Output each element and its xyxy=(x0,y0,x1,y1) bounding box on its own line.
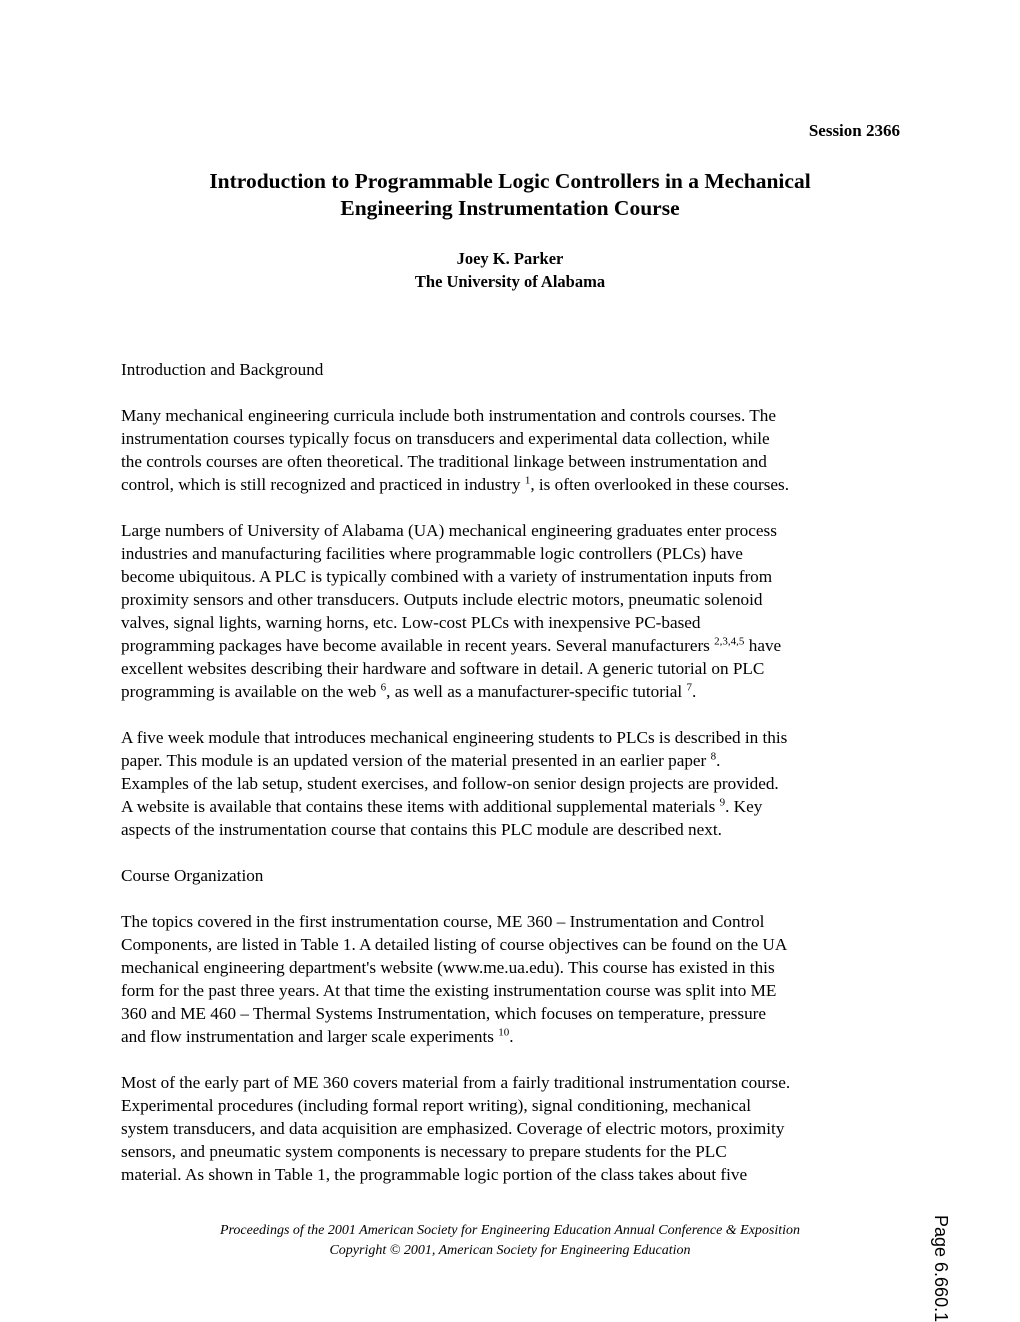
text-line: excellent websites describing their hardware and software in detail. A generic tutorial on PLC xyxy=(121,659,765,678)
citation-ref: 2,3,4,5 xyxy=(714,635,745,648)
paragraph-1 xyxy=(121,404,911,496)
text-line: Examples of the lab setup, student exercises, and follow-on senior design projects are provided. xyxy=(121,774,779,793)
text-line xyxy=(121,634,911,657)
text-line xyxy=(121,1025,911,1048)
text-line: proximity sensors and other transducers. Outputs include electric motors, pneumatic solenoid xyxy=(121,590,763,609)
text-line: Large numbers of University of Alabama (UA) mechanical engineering graduates enter process xyxy=(121,521,777,540)
section-heading-introduction: Introduction and Background xyxy=(121,360,324,379)
paragraph-4 xyxy=(121,910,911,1048)
text-line: the controls courses are often theoretical. The traditional linkage between instrumentation and xyxy=(121,452,767,471)
text-run: . xyxy=(691,682,697,701)
text-line xyxy=(121,680,911,703)
paragraph-3 xyxy=(121,726,911,841)
citation-ref: 8 xyxy=(710,750,717,763)
text-line: A five week module that introduces mechanical engineering students to PLCs is described in this xyxy=(121,728,788,747)
section-heading-course-organization: Course Organization xyxy=(121,866,264,885)
footer-proceedings: Proceedings of the 2001 American Society for Engineering Education Annual Conference & Exposition xyxy=(219,1223,801,1238)
author-affiliation: The University of Alabama xyxy=(414,272,606,291)
text-line: 360 and ME 460 – Thermal Systems Instrumentation, which focuses on temperature, pressure xyxy=(121,1004,767,1023)
text-line: aspects of the instrumentation course that contains this PLC module are described next. xyxy=(121,820,722,839)
text-line: mechanical engineering department's website (www.me.ua.edu). This course has existed in this xyxy=(121,958,775,977)
text-run: programming packages have become available in recent years. Several manufacturers xyxy=(121,636,715,655)
text-run: paper. This module is an updated version of the material presented in an earlier paper xyxy=(121,751,711,770)
title-line-2: Engineering Instrumentation Course xyxy=(340,196,680,220)
text-line: Components, are listed in Table 1. A detailed listing of course objectives can be found on the UA xyxy=(121,935,788,954)
page-number: Page 6.660.1 xyxy=(931,1215,951,1322)
text-line: material. As shown in Table 1, the programmable logic portion of the class takes about five xyxy=(121,1165,748,1184)
text-line: sensors, and pneumatic system components is necessary to prepare students for the PLC xyxy=(121,1142,727,1161)
text-run: , is often overlooked in these courses. xyxy=(530,475,790,494)
text-run: . xyxy=(509,1027,514,1046)
text-line: Experimental procedures (including formal report writing), signal conditioning, mechanical xyxy=(121,1096,752,1115)
citation-ref: 10 xyxy=(498,1026,510,1039)
text-line: become ubiquitous. A PLC is typically combined with a variety of instrumentation inputs from xyxy=(121,567,773,586)
text-line: valves, signal lights, warning horns, etc. Low-cost PLCs with inexpensive PC-based xyxy=(121,613,701,632)
text-line: form for the past three years. At that time the existing instrumentation course was split into ME xyxy=(121,981,777,1000)
paper-body xyxy=(121,358,911,1209)
author-block xyxy=(120,247,900,293)
text-line xyxy=(121,473,911,496)
page-footer xyxy=(120,1221,900,1261)
text-line: Many mechanical engineering curricula include both instrumentation and controls courses. The xyxy=(121,406,776,425)
text-line xyxy=(121,749,911,772)
session-number: Session 2366 xyxy=(808,121,900,140)
citation-ref: 1 xyxy=(524,474,531,487)
citation-ref: 9 xyxy=(719,796,726,809)
citation-ref: 7 xyxy=(686,681,692,694)
text-run: A website is available that contains these items with additional supplemental materials xyxy=(121,797,720,816)
citation-ref: 6 xyxy=(380,681,387,694)
title-line-1: Introduction to Programmable Logic Controllers in a Mechanical xyxy=(209,169,811,193)
text-run: and flow instrumentation and larger scale experiments xyxy=(121,1027,499,1046)
text-run: . xyxy=(716,751,721,770)
text-line xyxy=(121,795,911,818)
author-name: Joey K. Parker xyxy=(456,249,564,268)
text-run: control, which is still recognized and practiced in industry xyxy=(121,475,525,494)
paragraph-2 xyxy=(121,519,911,703)
text-line: instrumentation courses typically focus on transducers and experimental data collection, while xyxy=(121,429,770,448)
paper-title xyxy=(120,168,900,222)
text-run: programming is available on the web xyxy=(121,682,381,701)
text-line: system transducers, and data acquisition are emphasized. Coverage of electric motors, proximity xyxy=(121,1119,785,1138)
footer-copyright: Copyright © 2001, American Society for Engineering Education xyxy=(329,1243,691,1258)
paragraph-5 xyxy=(121,1071,911,1186)
text-line: industries and manufacturing facilities where programmable logic controllers (PLCs) have xyxy=(121,544,743,563)
text-line: The topics covered in the first instrumentation course, ME 360 – Instrumentation and Control xyxy=(121,912,765,931)
text-run: have xyxy=(744,636,782,655)
text-run: , as well as a manufacturer-specific tutorial xyxy=(386,682,687,701)
text-line: Most of the early part of ME 360 covers material from a fairly traditional instrumentation course. xyxy=(121,1073,791,1092)
text-run: . Key xyxy=(725,797,763,816)
